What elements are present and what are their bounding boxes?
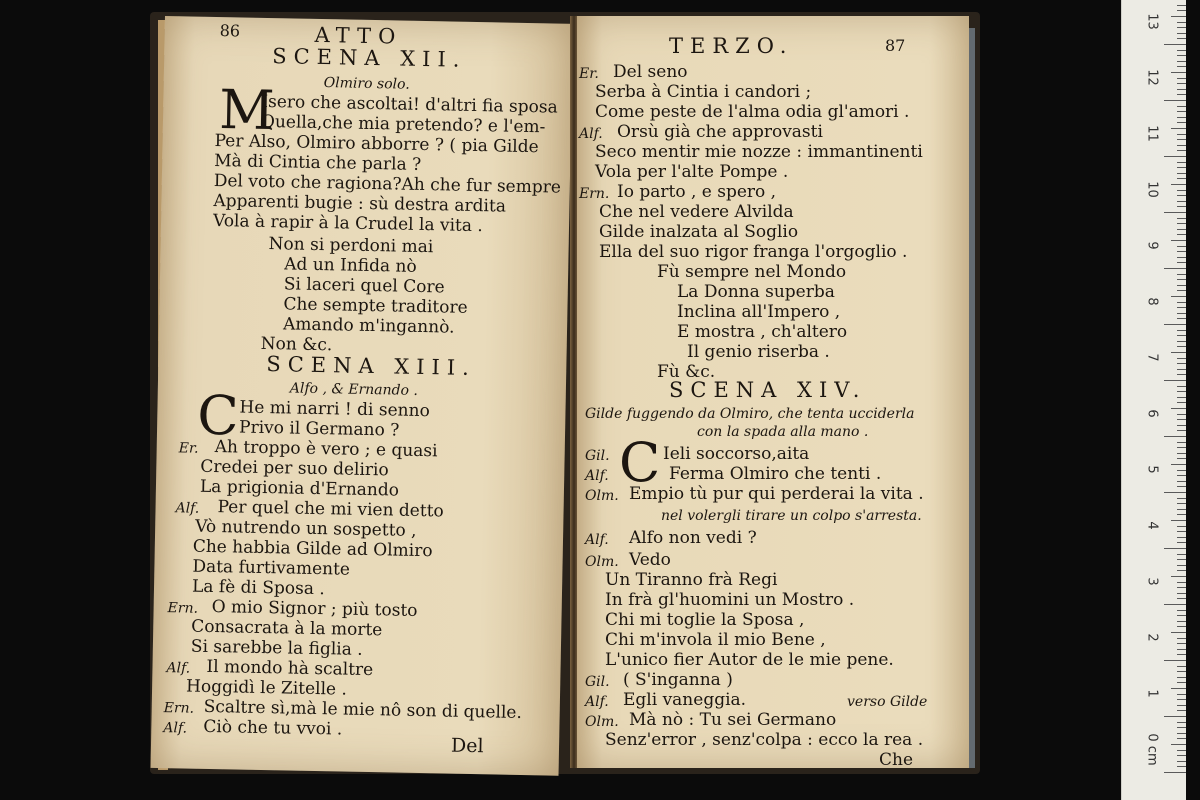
ruler-tick (1164, 716, 1186, 717)
ruler-number: 5 (1144, 465, 1160, 474)
ruler-tick (1177, 318, 1186, 319)
ruler-tick (1171, 72, 1186, 73)
ruler-tick (1171, 184, 1186, 185)
verse-line: L'unico fier Autor de le mie pene. (605, 650, 894, 670)
ruler-tick (1177, 83, 1186, 84)
ruler-tick (1177, 610, 1186, 611)
ruler-tick (1177, 106, 1186, 107)
verse-line: Gilde inalzata al Soglio (599, 222, 799, 242)
ruler-tick (1177, 122, 1186, 123)
ruler-tick (1171, 520, 1186, 521)
ruler-tick (1177, 201, 1186, 202)
speaker-label: Alf. (175, 500, 200, 517)
verse-line: Inclina all'Impero , (677, 302, 841, 322)
verse-line: Vedo (629, 550, 671, 570)
ruler-number: 6 (1144, 409, 1160, 418)
ruler-tick (1164, 492, 1186, 493)
ruler-number: 7 (1144, 353, 1160, 362)
stage-direction: Alfo , & Ernando . (289, 380, 419, 399)
verse-line: Data furtivamente (192, 556, 351, 580)
ruler-tick (1177, 458, 1186, 459)
ruler-tick (1177, 173, 1186, 174)
ruler-tick (1164, 548, 1186, 549)
verse-line: Quella,che mia pretendo? e l'em- (260, 111, 546, 138)
verse-line: La Donna superba (677, 282, 835, 302)
ruler-tick (1177, 666, 1186, 667)
ruler-tick (1177, 134, 1186, 135)
ruler-tick (1177, 414, 1186, 415)
ruler-tick (1177, 150, 1186, 151)
ruler-tick (1177, 750, 1186, 751)
ruler-tick (1171, 744, 1186, 745)
speaker-label: Alf. (163, 720, 188, 737)
drop-cap-c: C (619, 431, 661, 494)
verse-line: Il mondo hà scaltre (206, 656, 374, 681)
ruler-tick (1177, 470, 1186, 471)
verse-line: Ella del suo rigor franga l'orgoglio . (599, 242, 908, 262)
ruler-tick (1177, 279, 1186, 280)
verse-line: La fè di Sposa . (191, 576, 325, 600)
ruler-tick (1177, 55, 1186, 56)
ruler-tick (1177, 682, 1186, 683)
verse-line: Mà nò : Tu sei Germano (629, 710, 837, 730)
catchword: Che (879, 750, 914, 770)
ruler-tick (1177, 10, 1186, 11)
verse-line: Un Tiranno frà Regi (605, 570, 778, 590)
verse-line: Io parto , e spero , (617, 182, 777, 202)
ruler-tick (1171, 632, 1186, 633)
ruler-tick (1177, 195, 1186, 196)
verse-line: ( S'inganna ) (623, 670, 733, 690)
ruler-tick (1177, 61, 1186, 62)
stage-direction: verso Gilde (847, 694, 928, 710)
verse-line: E mostra , ch'altero (677, 322, 848, 342)
ruler-tick (1177, 190, 1186, 191)
verse-line: Credei per suo delirio (200, 456, 389, 481)
ruler-tick (1177, 246, 1186, 247)
ruler-tick (1177, 643, 1186, 644)
ruler-tick (1177, 486, 1186, 487)
stage-direction: Gilde fuggendo da Olmiro, che tenta ucciderla (585, 406, 915, 422)
ruler-tick (1177, 537, 1186, 538)
ruler-tick (1171, 688, 1186, 689)
ruler-tick (1177, 302, 1186, 303)
left-page (151, 16, 573, 776)
ruler-number: 9 (1144, 241, 1160, 250)
verse-line: Senz'error , senz'colpa : ecco la rea . (605, 730, 924, 750)
ruler-tick (1177, 727, 1186, 728)
verse-line: Fù sempre nel Mondo (657, 262, 847, 282)
speaker-label: Alf. (585, 694, 609, 710)
verse-line: In frà gl'huomini un Mostro . (605, 590, 855, 610)
verse-line: Si laceri quel Core (283, 274, 445, 298)
speaker-label: Alf. (166, 660, 191, 677)
ruler-tick (1177, 722, 1186, 723)
verse-line: Seco mentir mie nozze : immantinenti (595, 142, 923, 162)
verse-line: Ferma Olmiro che tenti . (669, 464, 882, 484)
verse-line: Consacrata à la morte (191, 616, 383, 641)
verse-line: Ciò che tu vvoi . (203, 716, 343, 740)
ruler-tick (1177, 671, 1186, 672)
drop-cap-m: M (218, 78, 276, 143)
speaker-label: Olm. (585, 554, 619, 570)
speaker-label: Gil. (585, 674, 610, 690)
ruler-tick (1177, 5, 1186, 6)
verse-line: Scaltre sì,mà le mie nô son di quelle. (203, 696, 523, 723)
ruler-tick (1177, 677, 1186, 678)
speaker-label: Ern. (167, 600, 199, 617)
ruler-tick (1171, 576, 1186, 577)
speaker-label: Olm. (585, 714, 619, 730)
verse-line: Ad un Infida nò (284, 254, 417, 277)
ruler-tick (1177, 481, 1186, 482)
speaker-label: Er. (579, 66, 599, 82)
ruler-tick (1177, 615, 1186, 616)
verse-line: Del voto che ragiona?Ah che fur sempre (213, 170, 562, 198)
scene-heading: SCENA XIV. (669, 378, 867, 402)
ruler-tick (1177, 638, 1186, 639)
ruler-tick (1177, 503, 1186, 504)
speaker-label: Ern. (579, 186, 610, 202)
scene-heading: SCENA XIII. (266, 352, 477, 381)
catchword: Del (450, 734, 484, 758)
verse-line: Orsù già che approvasti (617, 122, 823, 142)
ruler-tick (1177, 425, 1186, 426)
ruler-tick (1164, 212, 1186, 213)
verse-line: Apparenti bugie : sù destra ardita (213, 190, 507, 217)
ruler-number: 8 (1144, 297, 1160, 306)
right-page (577, 16, 969, 768)
ruler-tick (1177, 89, 1186, 90)
ruler-tick (1164, 380, 1186, 381)
verse-line: Ah troppo è vero ; e quasi (214, 437, 438, 462)
ruler-tick (1177, 38, 1186, 39)
ruler-tick (1177, 369, 1186, 370)
ruler-tick (1177, 111, 1186, 112)
page-number: 86 (219, 21, 241, 41)
measuring-ruler (1121, 0, 1186, 800)
scene-heading: SCENA XII. (272, 44, 467, 72)
ruler-tick (1177, 139, 1186, 140)
verse-line: Fù &c. (657, 362, 716, 382)
verse-line: Hoggidì le Zitelle . (185, 676, 348, 700)
verse-line: Chi mi toglie la Sposa , (605, 610, 805, 630)
ruler-tick (1177, 526, 1186, 527)
ruler-tick (1177, 206, 1186, 207)
verse-line: Privo il Germano ? (238, 417, 400, 441)
ruler-tick (1177, 27, 1186, 28)
ruler-tick (1177, 313, 1186, 314)
ruler-tick (1177, 593, 1186, 594)
ruler-tick (1177, 733, 1186, 734)
ruler-tick (1177, 285, 1186, 286)
speaker-label: Alf. (585, 468, 609, 484)
stage-direction: nel volergli tirare un colpo s'arresta. (661, 508, 922, 524)
ruler-tick (1177, 274, 1186, 275)
ruler-tick (1177, 262, 1186, 263)
ruler-tick (1177, 223, 1186, 224)
verse-line: He mi narri ! di senno (239, 397, 430, 422)
ruler-tick (1177, 598, 1186, 599)
ruler-tick (1177, 542, 1186, 543)
verse-line: O mio Signor ; più tosto (211, 597, 418, 621)
ruler-tick (1177, 626, 1186, 627)
ruler-tick (1177, 582, 1186, 583)
ruler-tick (1177, 531, 1186, 532)
ruler-tick (1171, 352, 1186, 353)
verse-line: Egli vaneggia. (623, 690, 747, 710)
ruler-tick (1177, 78, 1186, 79)
verse-line: Vola per l'alte Pompe . (595, 162, 789, 182)
ruler-tick (1164, 268, 1186, 269)
ruler-tick (1164, 660, 1186, 661)
ruler-number: 1 (1144, 689, 1160, 698)
ruler-tick (1177, 654, 1186, 655)
ruler-tick (1177, 442, 1186, 443)
ruler-tick (1171, 240, 1186, 241)
ruler-tick (1177, 341, 1186, 342)
ruler-tick (1164, 772, 1186, 773)
ruler-tick (1164, 44, 1186, 45)
ruler-tick (1164, 324, 1186, 325)
ruler-tick (1177, 738, 1186, 739)
verse-line: Per quel che mi vien detto (217, 497, 444, 522)
ruler-tick (1177, 621, 1186, 622)
verse-line: Alfo non vedi ? (629, 528, 757, 548)
ruler-tick (1164, 604, 1186, 605)
ruler-tick (1177, 755, 1186, 756)
verse-line: Mà di Cintia che parla ? (214, 150, 422, 175)
ruler-tick (1177, 402, 1186, 403)
verse-line: Amando m'ingannò. (282, 314, 455, 338)
verse-line: Si sarebbe la figlia . (190, 636, 363, 660)
ruler-tick (1177, 397, 1186, 398)
ruler-tick (1177, 554, 1186, 555)
ruler-tick (1177, 335, 1186, 336)
ruler-tick (1177, 559, 1186, 560)
verse-line: Del seno (613, 62, 688, 82)
ruler-tick (1177, 699, 1186, 700)
verse-line: Che nel vedere Alvilda (599, 202, 794, 222)
ruler-tick (1177, 66, 1186, 67)
ruler-tick (1177, 447, 1186, 448)
verse-line: Vò nutrendo un sospetto , (195, 516, 417, 541)
ruler-tick (1177, 761, 1186, 762)
page-number: 87 (885, 36, 906, 55)
verse-line: Isero che ascoltai! d'altri fia sposa (261, 91, 558, 118)
ruler-tick (1177, 162, 1186, 163)
ruler-tick (1171, 408, 1186, 409)
verse-line: Non &c. (260, 333, 333, 356)
ruler-number: 3 (1144, 577, 1160, 586)
ruler-tick (1177, 251, 1186, 252)
ruler-tick (1177, 386, 1186, 387)
stage-direction: Olmiro solo. (323, 75, 410, 93)
ruler-tick (1177, 330, 1186, 331)
ruler-tick (1177, 419, 1186, 420)
ruler-number: 10 (1144, 181, 1160, 198)
ruler-number: 13 (1144, 13, 1160, 30)
ruler-tick (1171, 464, 1186, 465)
ruler-number: 11 (1144, 125, 1160, 142)
ruler-tick (1177, 50, 1186, 51)
ruler-tick (1177, 145, 1186, 146)
verse-line: La prigionia d'Ernando (199, 476, 400, 501)
ruler-tick (1177, 710, 1186, 711)
ruler-tick (1177, 374, 1186, 375)
ruler-tick (1177, 22, 1186, 23)
ruler-tick (1177, 514, 1186, 515)
ruler-tick (1164, 436, 1186, 437)
drop-cap-c: C (196, 383, 240, 448)
ruler-tick (1177, 346, 1186, 347)
ruler-tick (1177, 498, 1186, 499)
ruler-tick (1177, 33, 1186, 34)
ruler-tick (1177, 363, 1186, 364)
ruler-tick (1177, 705, 1186, 706)
ruler-tick (1177, 391, 1186, 392)
ruler-tick (1177, 766, 1186, 767)
speaker-label: Alf. (579, 126, 603, 142)
page-header: ATTO (314, 22, 403, 49)
ruler-tick (1177, 290, 1186, 291)
ruler-tick (1177, 570, 1186, 571)
verse-line: Vola à rapir à la Crudel la vita . (212, 210, 483, 237)
ruler-tick (1171, 128, 1186, 129)
ruler-tick (1177, 649, 1186, 650)
verse-line: Ieli soccorso,aita (663, 444, 810, 464)
ruler-tick (1171, 16, 1186, 17)
ruler-tick (1177, 94, 1186, 95)
ruler-tick (1171, 296, 1186, 297)
ruler-tick (1164, 100, 1186, 101)
speaker-label: Olm. (585, 488, 619, 504)
ruler-tick (1164, 156, 1186, 157)
verse-line: Serba à Cintia i candori ; (595, 82, 812, 102)
ruler-number: 4 (1144, 521, 1160, 530)
ruler-tick (1177, 565, 1186, 566)
ruler-tick (1177, 257, 1186, 258)
ruler-tick (1177, 178, 1186, 179)
verse-line: Per Also, Olmiro abborre ? ( pia Gilde (214, 130, 539, 158)
speaker-label: Ern. (163, 700, 195, 717)
speaker-label: Er. (178, 440, 199, 457)
speaker-label: Gil. (585, 448, 610, 464)
speaker-label: Alf. (585, 532, 609, 548)
ruler-tick (1177, 694, 1186, 695)
ruler-tick (1177, 509, 1186, 510)
ruler-tick (1177, 475, 1186, 476)
verse-line: Non si perdoni mai (268, 234, 434, 258)
ruler-tick (1177, 218, 1186, 219)
ruler-tick (1177, 234, 1186, 235)
ruler-tick (1177, 117, 1186, 118)
ruler-tick (1177, 229, 1186, 230)
ruler-tick (1177, 430, 1186, 431)
ruler-tick (1177, 453, 1186, 454)
ruler-tick (1177, 587, 1186, 588)
verse-line: Empio tù pur qui perderai la vita . (629, 484, 924, 504)
verse-line: Come peste de l'alma odia gl'amori . (595, 102, 910, 122)
verse-line: Che sempte traditore (283, 294, 468, 318)
ruler-tick (1177, 358, 1186, 359)
ruler-number: 12 (1144, 69, 1160, 86)
page-header: TERZO. (669, 34, 794, 58)
ruler-tick (1177, 307, 1186, 308)
verse-line: Chi m'invola il mio Bene , (605, 630, 826, 650)
verse-line: Il genio riserba . (687, 342, 830, 362)
ruler-number: 2 (1144, 633, 1160, 642)
ruler-number: 0 cm (1144, 733, 1160, 766)
ruler-tick (1177, 167, 1186, 168)
verse-line: Che habbia Gilde ad Olmiro (192, 536, 433, 562)
stage-direction: con la spada alla mano . (697, 424, 869, 440)
